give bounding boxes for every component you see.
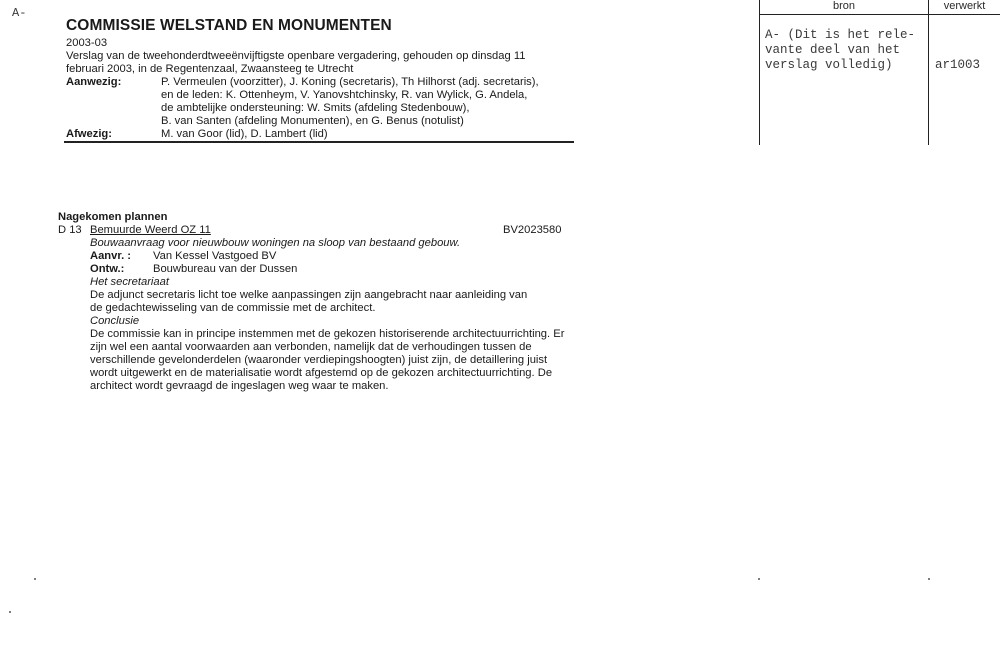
- present-label: Aanwezig:: [66, 76, 122, 88]
- absent-text: M. van Goor (lid), D. Lambert (lid): [161, 128, 328, 140]
- item-description: Bouwaanvraag voor nieuwbouw woningen na sloop van bestaand gebouw.: [90, 237, 461, 249]
- scan-speck: [9, 611, 11, 613]
- table-note-line-3: verslag volledig): [765, 58, 893, 72]
- table-header-verwerkt: verwerkt: [943, 0, 986, 12]
- conclusion-heading: Conclusie: [90, 315, 140, 327]
- conclusion-line-3: verschillende gevelonderdelen (waaronder verdiepingshoogten) juist zijn, de detaillering juist: [90, 354, 548, 366]
- corner-mark: A-: [12, 6, 27, 20]
- report-line-1: Verslag van de tweehonderdtweeënvijftigste openbare vergadering, gehouden op dinsdag 11: [66, 50, 526, 62]
- applicant-value: Van Kessel Vastgoed BV: [153, 250, 277, 262]
- present-line-1: P. Vermeulen (voorzitter), J. Koning (secretaris), Th Hilhorst (adj. secretaris),: [161, 76, 539, 88]
- section-heading: Nagekomen plannen: [58, 211, 168, 223]
- table-left-border: [759, 0, 760, 145]
- report-number: 2003-03: [66, 37, 108, 49]
- present-line-3: de ambtelijke ondersteuning: W. Smits (afdeling Stedenbouw),: [161, 102, 470, 114]
- secretariat-line-1: De adjunct secretaris licht toe welke aanpassingen zijn aangebracht naar aanleiding van: [90, 289, 528, 301]
- table-note-line-1: A- (Dit is het rele-: [765, 28, 916, 42]
- secretariat-heading: Het secretariaat: [90, 276, 169, 288]
- scan-speck: [928, 578, 930, 580]
- header-rule: [64, 141, 574, 143]
- secretariat-line-2: de gedachtewisseling van de commissie met de architect.: [90, 302, 376, 314]
- report-line-2: februari 2003, in de Regentenzaal, Zwaansteeg te Utrecht: [66, 63, 354, 75]
- item-file-number: BV2023580: [503, 224, 562, 236]
- designer-value: Bouwbureau van der Dussen: [153, 263, 298, 275]
- document-title: COMMISSIE WELSTAND EN MONUMENTEN: [66, 17, 392, 34]
- designer-label: Ontw.:: [90, 263, 125, 275]
- conclusion-line-2: zijn wel een aantal voorwaarden aan verbonden, namelijk dat de verhoudingen tussen de: [90, 341, 532, 353]
- absent-label: Afwezig:: [66, 128, 112, 140]
- applicant-label: Aanvr. :: [90, 250, 132, 262]
- present-line-2: en de leden: K. Ottenheym, V. Yanovshtchinsky, R. van Wylick, G. Andela,: [161, 89, 528, 101]
- conclusion-line-5: architect wordt gevraagd de ingeslagen weg waar te maken.: [90, 380, 389, 392]
- table-middle-border: [928, 0, 929, 145]
- scan-speck: [34, 578, 36, 580]
- scan-speck: [758, 578, 760, 580]
- table-header-bron: bron: [832, 0, 856, 12]
- conclusion-line-4: wordt uitgewerkt en de materialisatie wordt afgestemd op de gekozen architectuurrichting. De: [90, 367, 553, 379]
- item-address: Bemuurde Weerd OZ 11: [90, 224, 211, 236]
- table-processed-code: ar1003: [935, 58, 981, 72]
- conclusion-line-1: De commissie kan in principe instemmen met de gekozen historiserende architectuurrichting. Er: [90, 328, 565, 340]
- table-note-line-2: vante deel van het: [765, 43, 901, 57]
- present-line-4: B. van Santen (afdeling Monumenten), en G. Benus (notulist): [161, 115, 464, 127]
- table-header-rule: [759, 14, 1000, 15]
- item-code: D 13: [58, 224, 82, 236]
